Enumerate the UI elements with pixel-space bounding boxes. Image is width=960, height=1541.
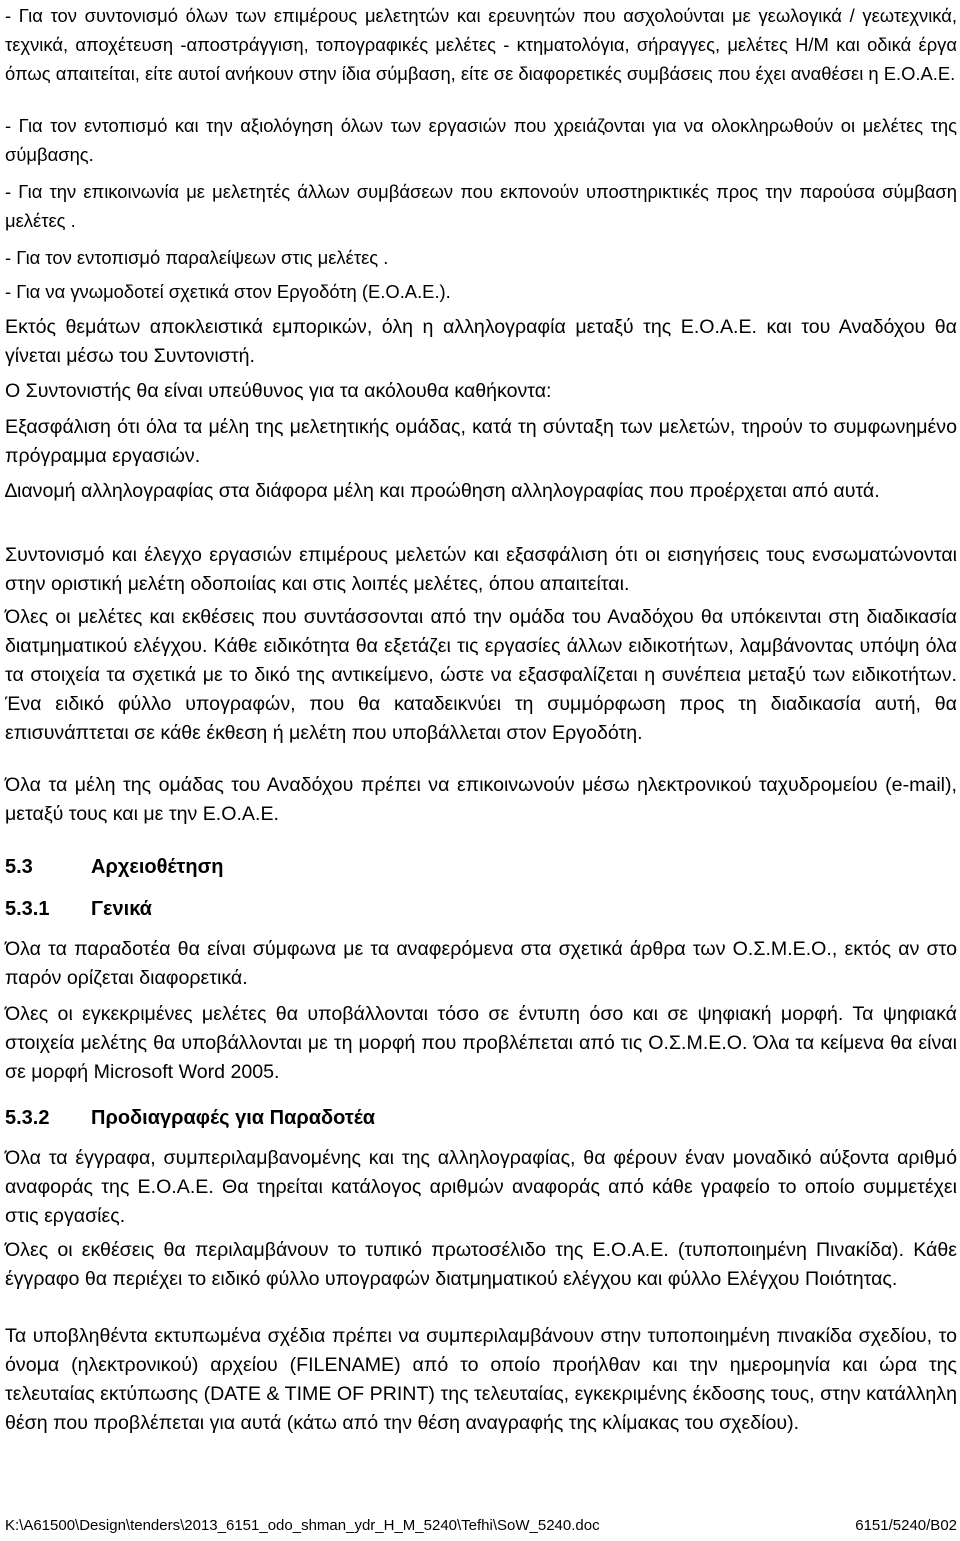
paragraph-distribution: ∆ιανομή αλληλογραφίας στα διάφορα μέλη και προώθηση αλληλογραφίας που προέρχεται από αυτά. xyxy=(5,480,880,502)
paragraph-identify-works: - Για τον εντοπισμό και την αξιολόγηση όλων των εργασιών που χρειάζονται για να ολοκληρωθούν οι μελέτες της σύμβασης. xyxy=(5,115,957,165)
paragraph-communication: - Για την επικοινωνία με μελετητές άλλων συμβάσεων που εκπονούν υποστηρικτικές προς την παρούσα σύμβαση μελέτες . xyxy=(5,181,957,231)
paragraph-correspondence: Εκτός θεμάτων αποκλειστικά εμπορικών, όλη η αλληλογραφία μεταξύ της Ε.Ο.Α.Ε. και του Αναδόχου θα γίνεται μέσω του Συντονιστή. xyxy=(5,316,957,367)
paragraph-control: Συντονισμό και έλεγχο εργασιών επιμέρους μελετών και εξασφάλιση ότι οι εισηγήσεις τους ενσωματώνονται στην οριστική μελέτη οδοποιίας και στις λοιπές μελέτες, όπου απαιτείται. xyxy=(5,544,957,595)
paragraph-coordinator-duties: Ο Συντονιστής θα είναι υπεύθυνος για τα ακόλουθα καθήκοντα: xyxy=(5,380,552,402)
paragraph-printed-drawings: Τα υποβληθέντα εκτυπωμένα σχέδια πρέπει να συμπεριλαμβάνουν στην τυποποιημένη πινακίδα σχεδίου, το όνομα (ηλεκτρονικού) αρχείου (FILENAME) από το οποίο προήλθαν και την ημερομηνία και ώρα της τελευταίας εκτύπωσης (DATE & TIME OF PRINT) της τελευταίας, εγκεκριμένης έκδοσης τους, στην κατάλληλη θέση που προβλέπεται για αυτά (κάτω από την θέση αναγραφής της κλίμακας του σχεδίου). xyxy=(5,1325,957,1434)
paragraph-interdisciplinary-check: Όλες οι μελέτες και εκθέσεις που συντάσσονται από την ομάδα του Αναδόχου θα υπόκεινται στη διαδικασία διατμηματικού ελέγχου. Κάθε ειδικότητα θα εξετάζει τις εργασίες άλλων ειδικοτήτων, λαμβάνοντας υπόψη όλα τα στοιχεία τα σχετικά με το δικό της αντικείμενο, ώστε να εξασφαλίζεται η συνέπεια μεταξύ των ειδικοτήτων. Ένα ειδικό φύλλο υπογραφών, που θα καταδεικνύει τη συμμόρφωση προς τη διαδικασία αυτή, θα επισυνάπτεται σε κάθε έκθεση ή μελέτη που υποβάλλεται στον Εργοδότη. xyxy=(5,606,957,744)
document-page xyxy=(5,0,957,1541)
footer-file-path: K:\A61500\Design\tenders\2013_6151_odo_shman_ydr_H_M_5240\Tefhi\SoW_5240.doc xyxy=(5,1517,600,1534)
paragraph-email: Όλα τα μέλη της ομάδας του Αναδόχου πρέπει να επικοινωνούν μέσω ηλεκτρονικού ταχυδρομείου (e-mail), μεταξύ τους και με την Ε.Ο.Α.Ε. xyxy=(5,774,957,825)
heading-number: 5.3.1 xyxy=(5,898,50,920)
paragraph-coordination-studies: - Για τον συντονισμό όλων των επιμέρους μελετητών και ερευνητών που ασχολούνται με γεωλογικά / γεωτεχνικά, τεχνικά, αποχέτευση -αποστράγγιση, τοπογραφικές μελέτες - κτηματολόγια, σήραγγες, μελέτες Η/Μ και οδικά έργα όπως απαιτείται, είτε αυτοί ανήκουν στην ίδια σύμβαση, είτε σε διαφορετικές συμβάσεις που έχει αναθέσει η Ε.Ο.Α.Ε. xyxy=(5,5,957,84)
heading-number: 5.3.2 xyxy=(5,1107,50,1129)
paragraph-approved-studies: Όλες οι εγκεκριμένες μελέτες θα υποβάλλονται τόσο σε έντυπη όσο και σε ψηφιακή μορφή. Τα ψηφιακά στοιχεία μελέτης θα υποβάλλονται με τη μορφή που προβλέπεται από τις Ο.Σ.Μ.Ε.Ο. Όλα τα κείμενα θα είναι σε μορφή Microsoft Word 2005. xyxy=(5,1003,957,1083)
paragraph-schedule: Εξασφάλιση ότι όλα τα μέλη της μελετητικής ομάδας, κατά τη σύνταξη των μελετών, τηρούν το συμφωνημένο πρόγραμμα εργασιών. xyxy=(5,416,957,467)
heading-title: Προδιαγραφές για Παραδοτέα xyxy=(91,1107,376,1129)
paragraph-deliverables: Όλα τα παραδοτέα θα είναι σύμφωνα με τα αναφερόμενα στα σχετικά άρθρα των Ο.Σ.Μ.Ε.Ο., εκτός αν στο παρόν ορίζεται διαφορετικά. xyxy=(5,938,957,989)
paragraph-omissions: - Για τον εντοπισμό παραλείψεων στις μελέτες . xyxy=(5,247,389,268)
heading-5-3-1 xyxy=(5,895,152,924)
paragraph-reference-numbers: Όλα τα έγγραφα, συμπεριλαμβανομένης και της αλληλογραφίας, θα φέρουν έναν μοναδικό αύξοντα αριθμό αναφοράς της Ε.Ο.Α.Ε. Θα τηρείται κατάλογος αριθμών αναφοράς από κάθε γραφείο το οποίο συμμετέχει στις εργασίες. xyxy=(5,1147,957,1227)
heading-title: Γενικά xyxy=(91,898,152,920)
paragraph-advise-employer: - Για να γνωμοδοτεί σχετικά στον Εργοδότη (Ε.Ο.Α.Ε.). xyxy=(5,281,451,302)
heading-number: 5.3 xyxy=(5,856,33,878)
paragraph-reports-cover: Όλες οι εκθέσεις θα περιλαμβάνουν το τυπικό πρωτοσέλιδο της Ε.Ο.Α.Ε. (τυποποιημένη Πινακίδα). Κάθε έγγραφο θα περιέχει το ειδικό φύλλο υπογραφών διατμηματικού ελέγχου και φύλλο Ελέγχου Ποιότητας. xyxy=(5,1239,957,1290)
heading-5-3-2 xyxy=(5,1104,375,1133)
heading-5-3 xyxy=(5,853,223,882)
heading-title: Αρχειοθέτηση xyxy=(91,856,224,878)
footer-document-code: 6151/5240/B02 xyxy=(855,1517,957,1534)
